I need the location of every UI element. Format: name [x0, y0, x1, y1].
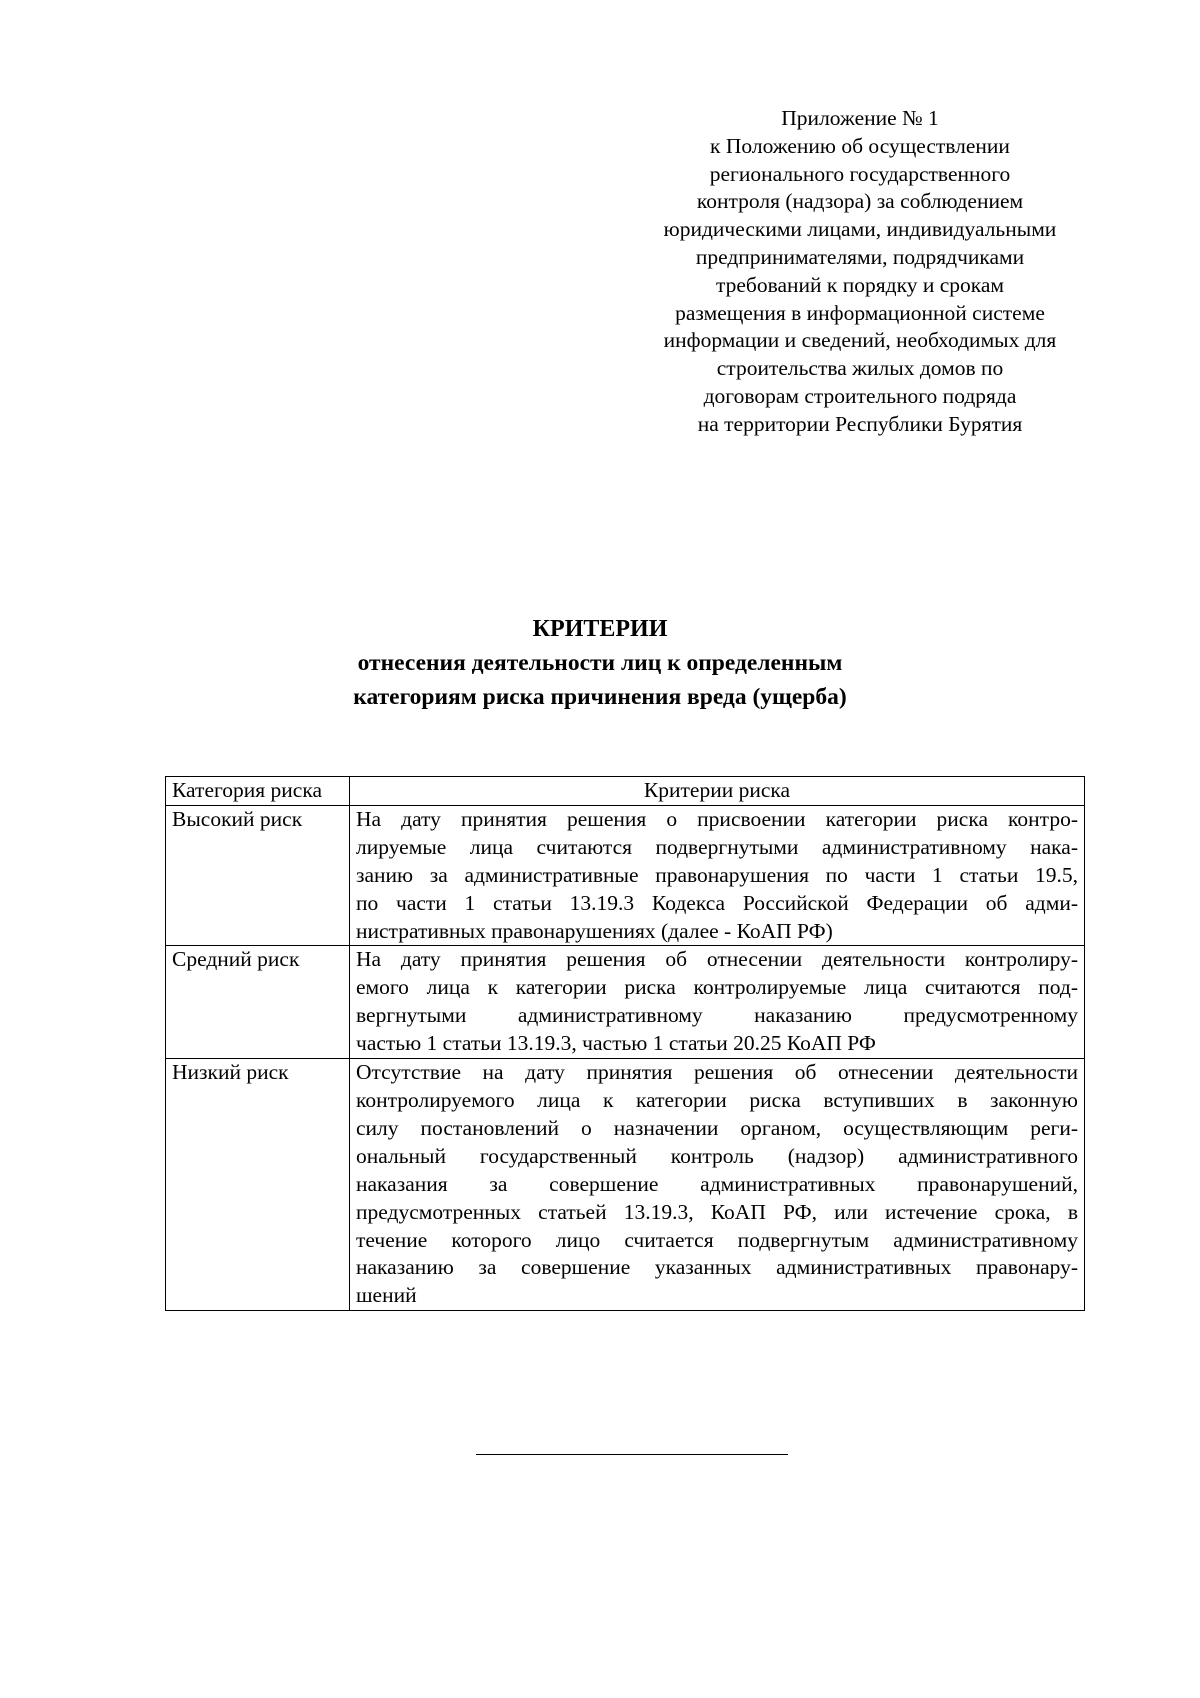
risk-criteria-cell	[350, 805, 1085, 946]
appendix-line: требований к порядку и срокам	[715, 272, 1005, 297]
criteria-line: занию за административные правонарушения по части 1 статьи 19.5,	[356, 862, 1078, 887]
table-header-row	[166, 777, 1085, 806]
criteria-line: контролируемого лица к категории риска вступивших в законную	[356, 1087, 1078, 1112]
criteria-line: лируемые лица считаются подвергнутыми административному нака-	[356, 834, 1078, 859]
appendix-line: на территории Республики Бурятия	[697, 411, 1023, 436]
criteria-line: силу постановлений о назначении органом, осуществляющим реги-	[356, 1115, 1078, 1140]
appendix-line: Приложение № 1	[781, 106, 939, 130]
criteria-line: по части 1 статьи 13.19.3 Кодекса Российской Федерации об адми-	[356, 890, 1078, 915]
criteria-line: предусмотренных статьей 13.19.3, КоАП РФ, или истечение срока, в	[356, 1199, 1078, 1224]
appendix-line: размещения в информационной системе	[675, 300, 1045, 325]
criteria-line: емого лица к категории риска контролируемые лица считаются под-	[356, 975, 1078, 1000]
document-title: КРИТЕРИИ	[532, 616, 668, 642]
criteria-line: вергнутыми административному наказанию предусмотренному	[356, 1003, 1078, 1028]
risk-category-cell: Средний риск	[166, 946, 350, 1059]
criteria-line: шений	[356, 1283, 417, 1308]
appendix-line: строительства жилых домов по	[716, 356, 1004, 381]
footer-divider	[476, 1454, 788, 1455]
document-subtitle-line: отнесения деятельности лиц к определенным	[357, 650, 843, 676]
appendix-header	[640, 105, 1080, 439]
risk-criteria-table	[165, 776, 1085, 1311]
criteria-line: частью 1 статьи 13.19.3, частью 1 статьи 20.25 КоАП РФ	[356, 1031, 876, 1056]
document-heading	[150, 612, 1050, 714]
document-subtitle-line: категориям риска причинения вреда (ущерба)	[353, 684, 847, 710]
appendix-line: регионального государственного	[709, 161, 1011, 186]
column-header-category: Категория риска	[166, 777, 350, 806]
criteria-line: На дату принятия решения о присвоении категории риска контро-	[356, 806, 1078, 831]
appendix-line: информации и сведений, необходимых для	[663, 328, 1057, 353]
criteria-line: нистративных правонарушениях (далее - КоАП РФ)	[356, 918, 833, 943]
criteria-line: наказанию за совершение указанных административных правонару-	[356, 1255, 1078, 1280]
risk-category-cell: Высокий риск	[166, 805, 350, 946]
criteria-line: наказания за совершение административных правонарушений,	[356, 1171, 1078, 1196]
appendix-line: к Положению об осуществлении	[710, 133, 1010, 158]
appendix-line: договорам строительного подряда	[703, 383, 1017, 408]
risk-criteria-cell	[350, 946, 1085, 1059]
table-row-medium-risk	[166, 946, 1085, 1059]
appendix-line: предпринимателями, подрядчиками	[695, 244, 1025, 269]
table-row-low-risk	[166, 1059, 1085, 1311]
risk-category-cell: Низкий риск	[166, 1059, 350, 1311]
criteria-line: На дату принятия решения об отнесении деятельности контролиру-	[356, 947, 1078, 972]
criteria-line: Отсутствие на дату принятия решения об отнесении деятельности	[356, 1060, 1078, 1085]
criteria-line: ональный государственный контроль (надзор) административного	[356, 1143, 1078, 1168]
appendix-line: контроля (надзора) за соблюдением	[696, 189, 1024, 214]
criteria-line: течение которого лицо считается подвергнутым административному	[356, 1227, 1078, 1252]
column-header-criteria: Критерии риска	[350, 777, 1085, 806]
risk-criteria-cell	[350, 1059, 1085, 1311]
table-row-high-risk	[166, 805, 1085, 946]
appendix-line: юридическими лицами, индивидуальными	[663, 217, 1057, 242]
